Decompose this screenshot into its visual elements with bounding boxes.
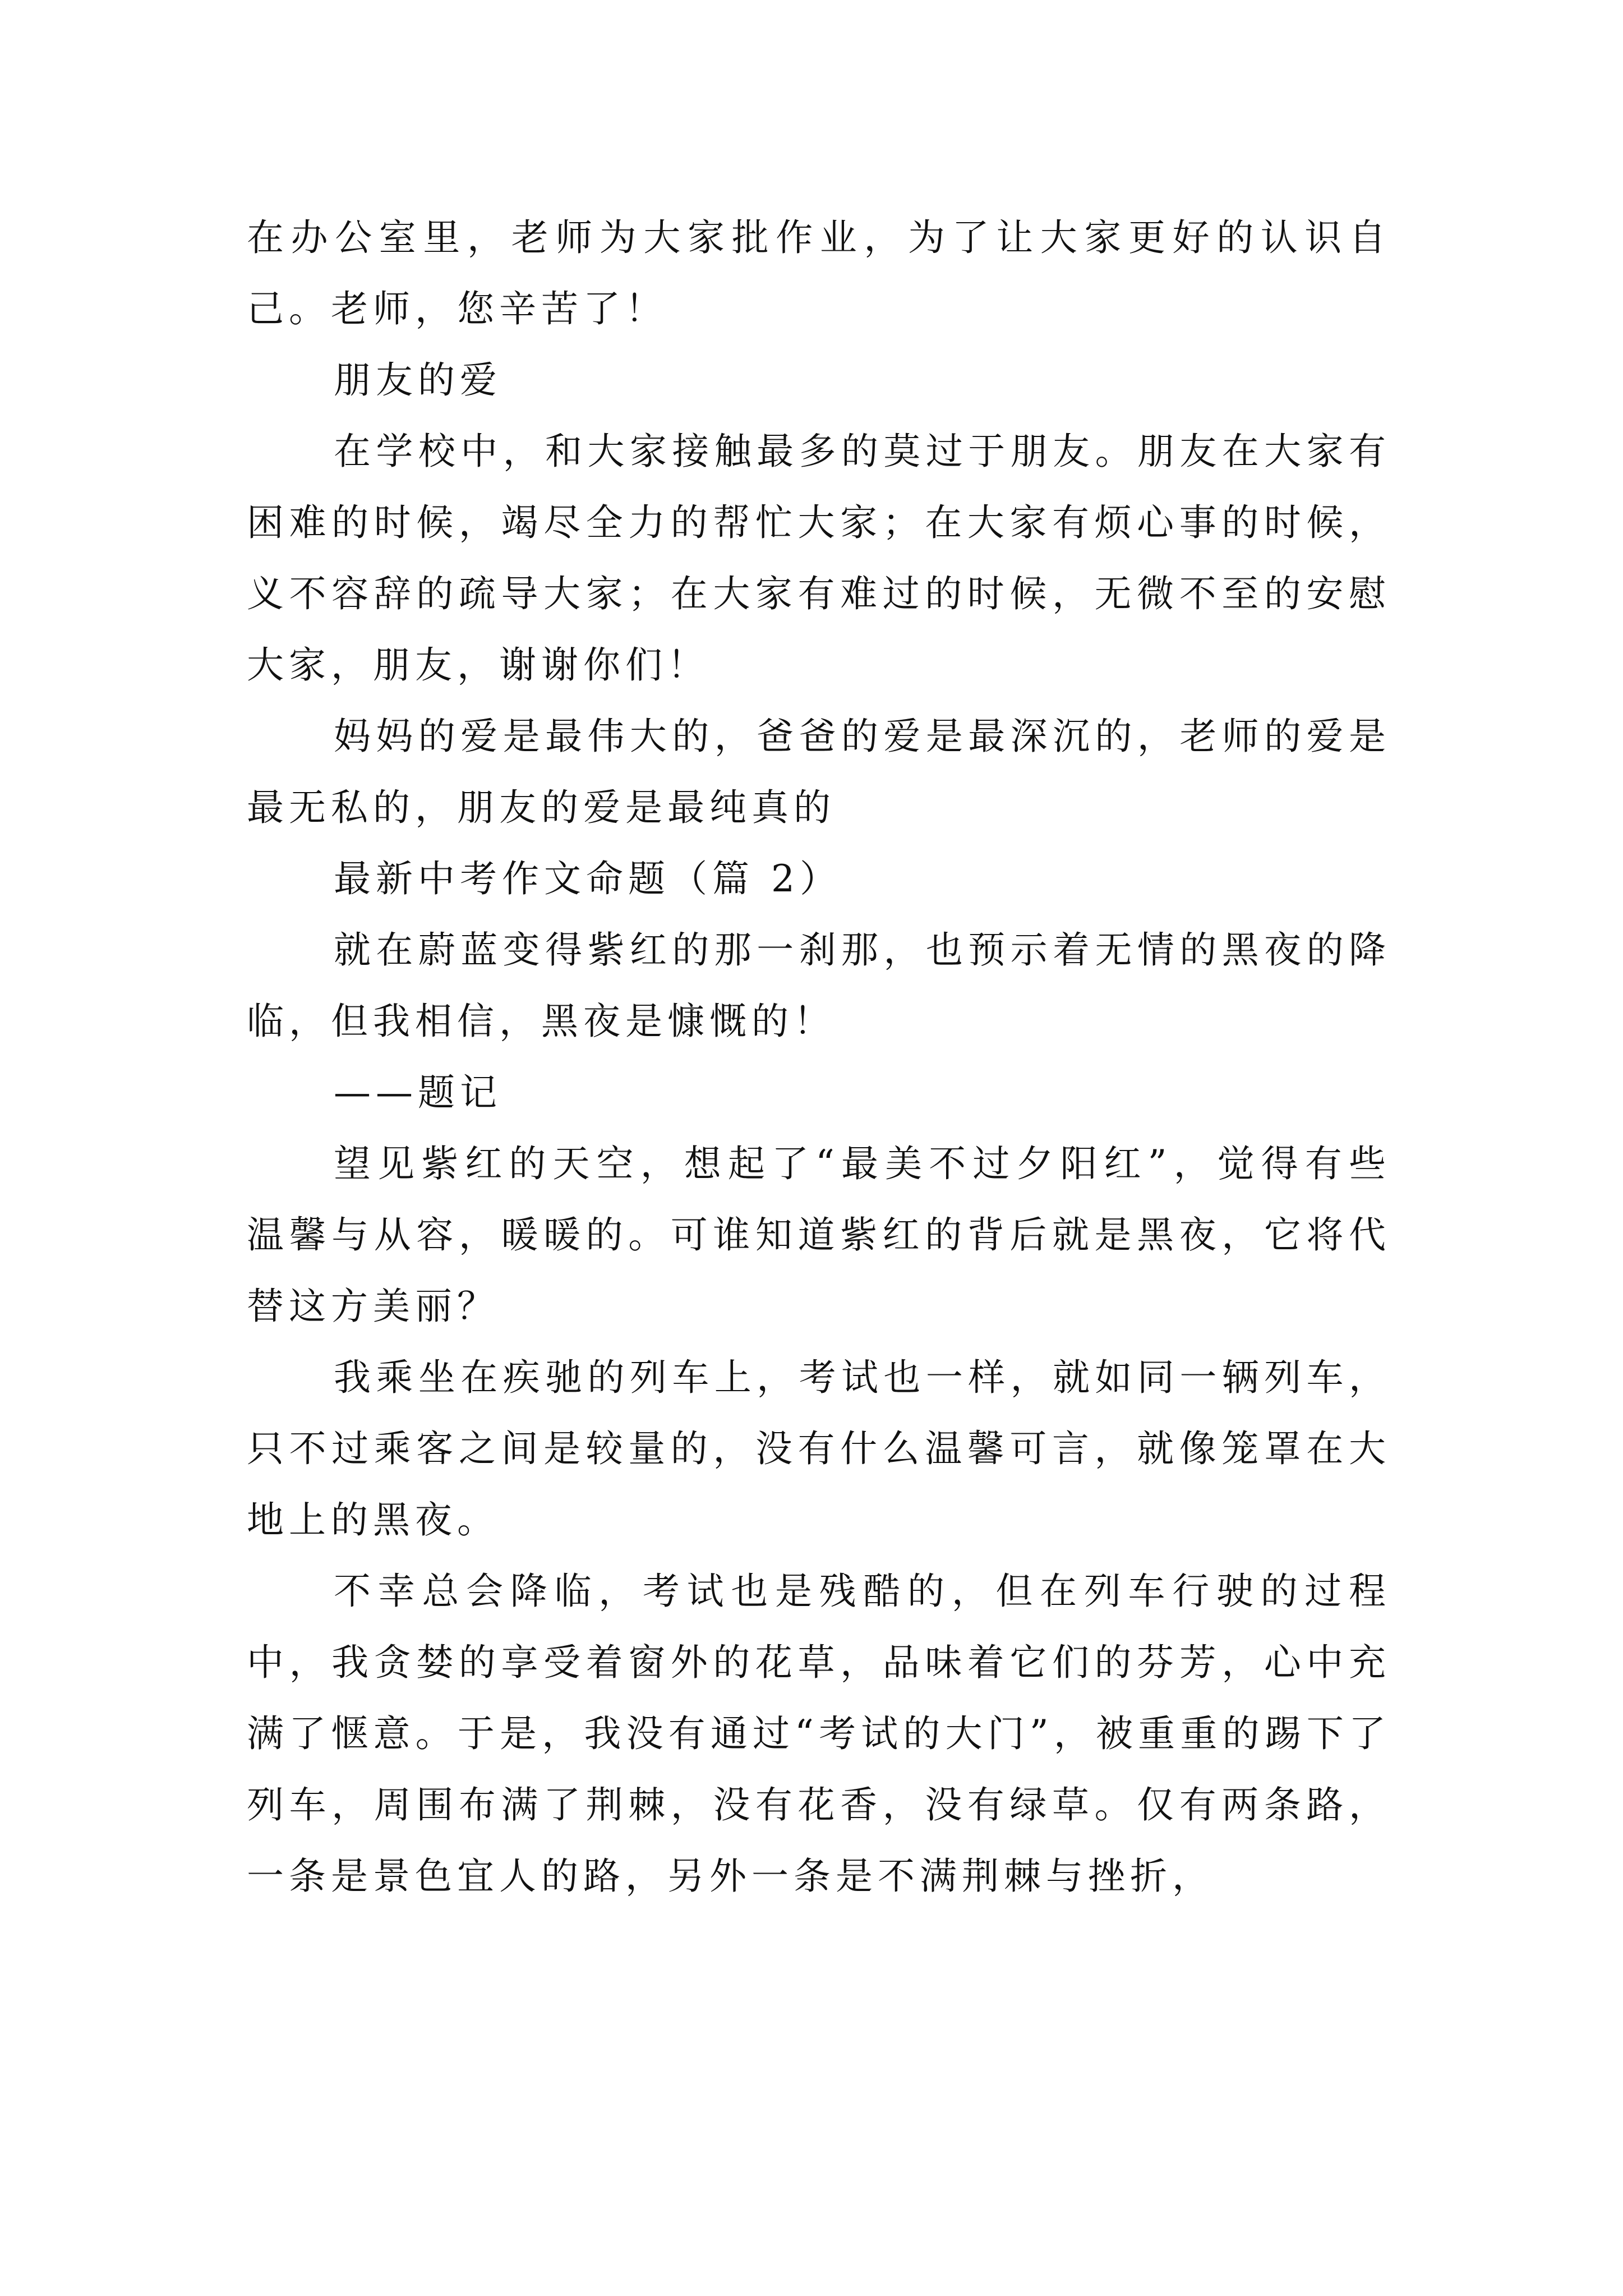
paragraph-purple-sky: 望见紫红的天空，想起了“最美不过夕阳红”，觉得有些温馨与从容，暖暖的。可谁知道紫红的背后就是黑夜，它将代替这方美丽？ — [247, 1142, 1391, 1328]
paragraph-friends: 在学校中，和大家接触最多的莫过于朋友。朋友在大家有困难的时候，竭尽全力的帮忙大家；在大家有烦心事的时候，义不容辞的疏导大家；在大家有难过的时候，无微不至的安慰大家，朋友，谢谢你们！ — [247, 430, 1391, 687]
paragraph-teacher-closing: 在办公室里，老师为大家批作业，为了让大家更好的认识自己。老师，您辛苦了！ — [247, 216, 1391, 330]
paragraph-love-summary: 妈妈的爱是最伟大的，爸爸的爱是最深沉的，老师的爱是最无私的，朋友的爱是最纯真的 — [247, 715, 1391, 829]
paragraph-epigraph: 就在蔚蓝变得紫红的那一刹那，也预示着无情的黑夜的降临，但我相信，黑夜是慷慨的！ — [247, 928, 1391, 1043]
paragraph-misfortune: 不幸总会降临，考试也是残酷的，但在列车行驶的过程中，我贪婪的享受着窗外的花草，品味着它们的芬芳，心中充满了惬意。于是，我没有通过“考试的大门”，被重重的踢下了列车，周围布满了荆棘，没有花香，没有绿草。仅有两条路，一条是景色宜人的路，另外一条是不满荆棘与挫折， — [247, 1570, 1391, 1898]
section-heading-friend-love: 朋友的爱 — [334, 358, 502, 402]
essay-title-part-2: 最新中考作文命题（篇 2） — [334, 857, 842, 900]
paragraph-train: 我乘坐在疾驰的列车上，考试也一样，就如同一辆列车，只不过乘客之间是较量的，没有什么温馨可言，就像笼罩在大地上的黑夜。 — [247, 1356, 1391, 1542]
document-body — [247, 202, 1391, 1912]
epigraph-attribution: ——题记 — [334, 1071, 502, 1114]
